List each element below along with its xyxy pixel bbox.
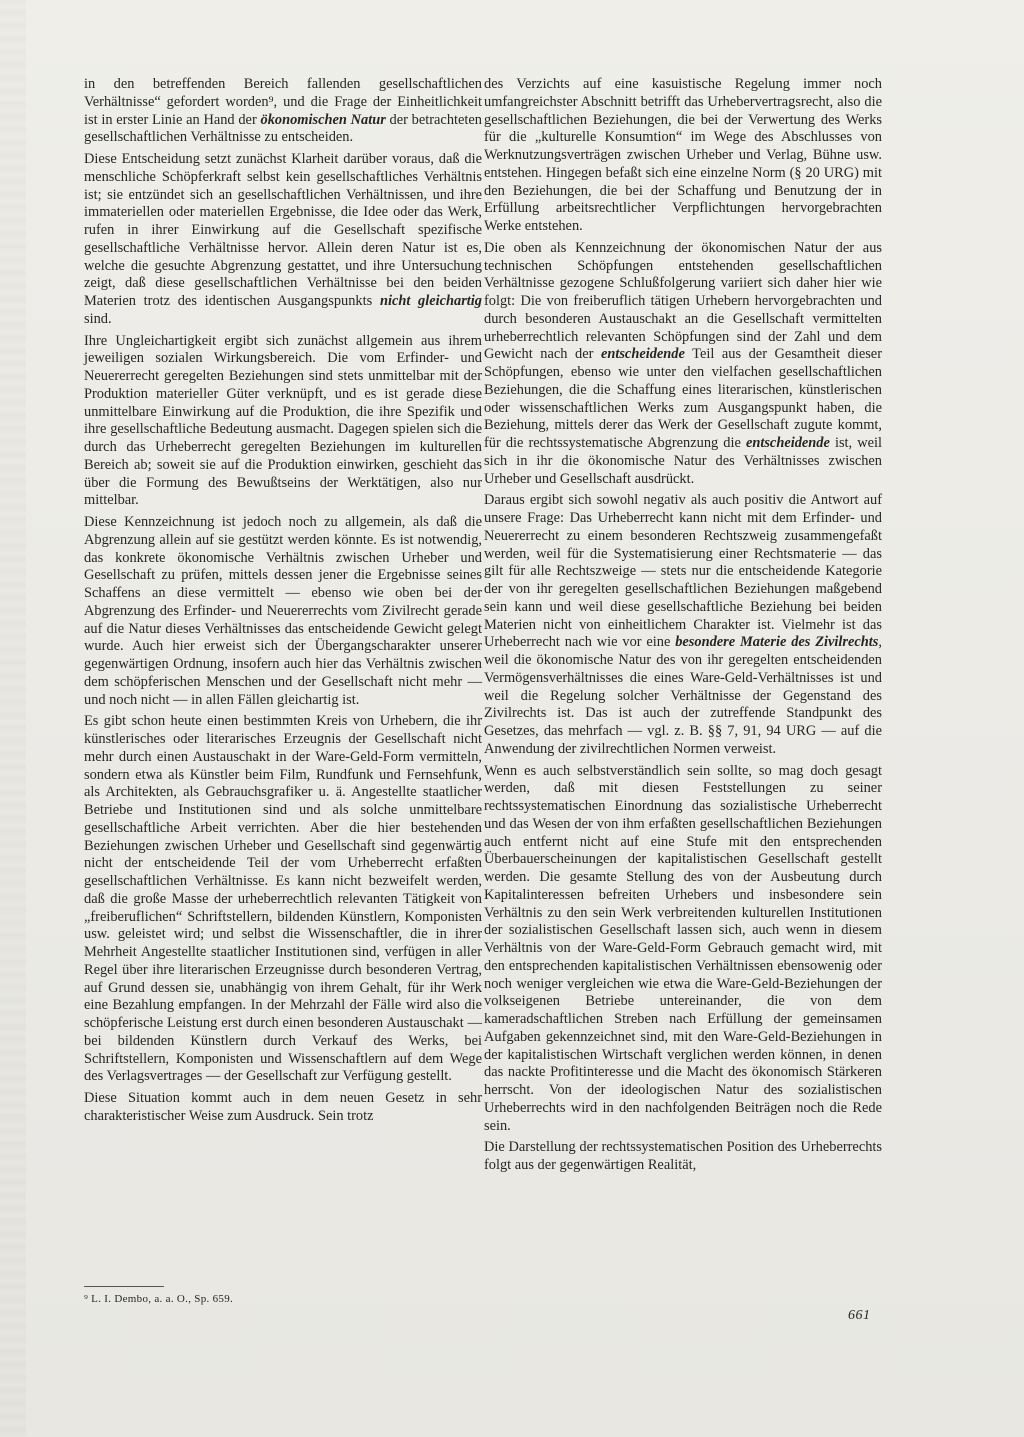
text-run: Wenn es auch selbstverständlich sein sollte, so mag doch gesagt werden, daß mit diesen Feststellungen zu seiner rechtssystematischen Einordnung das sozialistische Urheberrecht und das Wesen der von ihm erfaßten gesellschaftlichen Beziehungen auch entfernt nicht auf eine Stufe mit den entsprechenden Überbauerscheinungen der kapitalistischen Gesellschaft gestellt werden. Die gesamte Stellung des von der Ausbeutung durch Kapitalinteressen befreiten Urhebers und insbesondere sein Verhältnis zu den sein Werk verbreitenden kulturellen Institutionen der sozialistischen Gesellschaft lassen sich, auch wenn in diesem Verhältnis von der Ware-Geld-Form Gebrauch gemacht wird, mit den entsprechenden kapitalistischen Verhältnissen ebensowenig oder noch weniger vergleichen wie etwa die Ware-Geld-Beziehungen der volkseigenen Betriebe untereinander, die von dem kameradschaftlichen Streben nach Erfüllung der gemeinsamen Aufgaben gekennzeichnet sind, mit den Ware-Geld-Beziehungen in der kapitalistischen Wirtschaft verglichen werden können, in denen das nackte Profitinteresse und die Macht des ökonomisch Stärkeren herrscht. Von der ideologischen Natur des sozialistischen Urheberrechts wird in den nachfolgenden Beiträgen noch die Rede sein. — [484, 762, 882, 1134]
text-run: sind. — [84, 310, 112, 327]
emphasized-text: ökonomischen Natur — [260, 111, 386, 128]
left-text-column — [84, 76, 482, 1130]
paragraph — [84, 151, 482, 329]
text-run: , weil die ökonomische Natur des von ihr geregelten entscheidenden Vermögensverhältnisses die eines Ware-Geld-Verhältnisses ist und weil die Regelung solcher Verhältnisse der Gegenstand des Zivilrechts ist. Das ist auch der zutreffende Standpunkt des Gesetzes, das mehrfach — vgl. z. B. §§ 7, 91, 94 URG — auf die Anwendung der zivilrechtlichen Normen verweist. — [484, 634, 882, 757]
text-run: Diese Situation kommt auch in dem neuen Gesetz in sehr charakteristischer Weise zum Ausdruck. Sein trotz — [84, 1090, 482, 1124]
emphasized-text: entscheidende — [745, 435, 830, 451]
scan-edge — [0, 0, 26, 1437]
text-run: Die Darstellung der rechtssystematischen Position des Urheberrechts folgt aus der gegenwärtigen Realität, — [484, 1139, 882, 1173]
emphasized-text: besondere Materie des Zivilrechts — [675, 634, 879, 651]
paragraph — [84, 333, 482, 511]
paragraph — [484, 763, 882, 1136]
text-run: Diese Kennzeichnung ist jedoch noch zu allgemein, als daß die Abgrenzung allein auf sie gestützt werden könnte. Es ist notwendig, das konkrete ökonomische Verhältnis zwischen Urheber und Gesellschaft zu prüfen, mittels dessen jener die Ergebnisse seines Schaffens an diese vermittelt — ebenso wie oben bei der Abgrenzung des Erfinder- und Neuererrechts vom Zivilrecht gerade auf die Natur dieses Verhältnisses das entscheidende Gewicht gelegt wurde. Auch hier erweist sich der Übergangscharakter unserer gegenwärtigen Ordnung, insofern auch hier das Verhältnis zwischen dem schöpferischen Menschen und der Gesellschaft nicht mehr — und noch nicht — in allen Fällen gleichartig ist. — [84, 514, 482, 708]
paragraph — [84, 713, 482, 1086]
text-run: Teil aus der Gesamtheit dieser Schöpfungen, ebenso wie unter den vielfachen gesellschaftlichen Beziehungen, die die Schaffung eines literarischen, künstlerischen oder wissenschaftlichen Werks zum Ausgangspunkt haben, die Beziehung, mittels derer das Werk der Gesellschaft zugute kommt, für die rechtssystematische Abgrenzung die — [484, 346, 882, 451]
right-text-column — [484, 76, 882, 1179]
page-number: 661 — [848, 1308, 871, 1323]
footnote-separator — [84, 1286, 164, 1287]
text-run: der betrachteten gesellschaftlichen Verhältnisse zu entscheiden. — [84, 111, 482, 146]
paragraph — [484, 76, 882, 236]
paragraph — [484, 1139, 882, 1175]
text-run: Die oben als Kennzeichnung der ökonomischen Natur der aus technischen Schöpfungen entstehenden gesellschaftlichen Verhältnisse gezogene Schlußfolgerung variiert sich daher hier wie folgt: Die von freiberuflich tätigen Urhebern hervorgebrachten und durch besonderen Austauschakt an die Gesellschaft vermittelten urheberrechtlich relevanten Schöpfungen sind der Zahl und dem Gewicht nach der — [484, 239, 882, 363]
emphasized-text: nicht gleichartig — [379, 293, 482, 309]
paragraph — [84, 514, 482, 709]
text-run: in den betreffenden Bereich fallenden gesellschaftlichen Verhältnisse“ gefordert worden⁹, und die Frage der Einheitlichkeit ist in erster Linie an Hand der — [84, 76, 482, 128]
text-run: Diese Entscheidung setzt zunächst Klarheit darüber voraus, daß die menschliche Schöpferkraft selbst kein gesellschaftliches Verhältnis ist; sie entzündet sich an gesellschaftlichen Verhältnissen, und ihre immateriellen oder materiellen Ergebnisse, die Idee oder das Werk, rufen in ihrer Einwirkung auf die Gesellschaft spezifische gesellschaftliche Verhältnisse hervor. Allein deren Natur ist es, welche die gesuchte Abgrenzung gestattet, und ihre Untersuchung zeigt, daß diese gesellschaftlichen Verhältnisse bei den beiden Materien trotz des identischen Ausgangspunkts — [84, 151, 482, 309]
text-run: Es gibt schon heute einen bestimmten Kreis von Urhebern, die ihr künstlerisches oder literarisches Erzeugnis der Gesellschaft nicht mehr durch einen Austauschakt in der Ware-Geld-Form vermitteln, sondern etwa als Künstler beim Film, Rundfunk und Fernsehfunk, als Architekten, als Gebrauchsgrafiker u. ä. Angestellte staatlicher Betriebe und Institutionen sind und als solche unmittelbare gesellschaftliche Arbeit verrichten. Aber die hier bestehenden Beziehungen zwischen Urheber und Gesellschaft sind gegenwärtig nicht der entscheidende Teil der vom Urheberrecht erfaßten gesellschaftlichen Verhältnisse. Es kann nicht bezweifelt werden, daß die große Masse der urheberrechtlich relevanten Tätigkeit von „freiberuflichen“ Schriftstellern, bildenden Künstlern, Komponisten usw. geleistet wird; und selbst die Wissenschaftler, die in ihrer Mehrheit Angestellte staatlicher Institutionen sind, verfügen in aller Regel über ihre literarischen Erzeugnisse durch besonderen Vertrag, auf Grund dessen sie, unabhängig von ihrem Gehalt, für ihr Werk eine Bezahlung empfangen. In der Mehrzahl der Fälle wird also die schöpferische Leistung erst durch einen besonderen Austauschakt — bei bildenden Künstlern durch Verkauf des Werks, bei Schriftstellern, Komponisten und Wissenschaftlern auf dem Wege des Verlagsvertrages — der Gesellschaft zur Verfügung gestellt. — [84, 713, 482, 1085]
text-run: Ihre Ungleichartigkeit ergibt sich zunächst allgemein aus ihrem jeweiligen sozialen Wirkungsbereich. Die vom Erfinder- und Neuererrecht geregelten Beziehungen sind stets unmittelbar mit der Produktion materieller Güter verknüpft, und es ist gerade diese unmittelbare Einwirkung auf die Produktion, die ihre Spezifik und ihre gesellschaftliche Bedeutung ausmacht. Dagegen spielen sich die durch das Urheberrecht geregelten Beziehungen im kulturellen Bereich ab; soweit sie auf die Produktion einwirken, geschieht das über die Formung des Bewußtseins der Werktätigen, also nur mittelbar. — [84, 332, 482, 509]
emphasized-text: entscheidende — [600, 346, 685, 363]
paragraph — [484, 240, 882, 489]
text-run: des Verzichts auf eine kasuistische Regelung immer noch umfangreichster Abschnitt betrifft das Urhebervertragsrecht, also die gesellschaftlichen Beziehungen, die bei der Verwertung des Werks für die „kulturelle Konsumtion“ im Wege des Abschlusses von Werknutzungsverträgen zwischen Urheber und Verlag, Bühne usw. entstehen. Hingegen befaßt sich eine einzelne Norm (§ 20 URG) mit den Beziehungen, die bei der Schaffung und Benutzung der in Erfüllung arbeitsrechtlicher Verpflichtungen hervorgebrachten Werke entstehen. — [484, 76, 882, 234]
text-run: Daraus ergibt sich sowohl negativ als auch positiv die Antwort auf unsere Frage: Das Urheberrecht kann nicht mit dem Erfinder- und Neuererrecht zu einem besonderen Rechtszweig zusammengefaßt werden, weil für die Systematisierung einer Rechtsmaterie — das gilt für alle Rechtszweige — stets nur die entscheidende Kategorie der von ihr geregelten gesellschaftlichen Beziehungen maßgebend sein kann und weil diese gesellschaftliche Beziehung bei beiden Materien nicht von einheitlichem Charakter ist. Vielmehr ist das Urheberrecht nach wie vor eine — [484, 492, 882, 651]
paragraph — [84, 1090, 482, 1126]
paragraph — [84, 76, 482, 147]
paragraph — [484, 492, 882, 758]
footnote: ⁹ L. I. Dembo, a. a. O., Sp. 659. — [84, 1293, 234, 1305]
text-run: ist, weil sich in ihr die ökonomische Natur des Verhältnisses zwischen Urheber und Gesellschaft ausdrückt. — [484, 435, 882, 487]
